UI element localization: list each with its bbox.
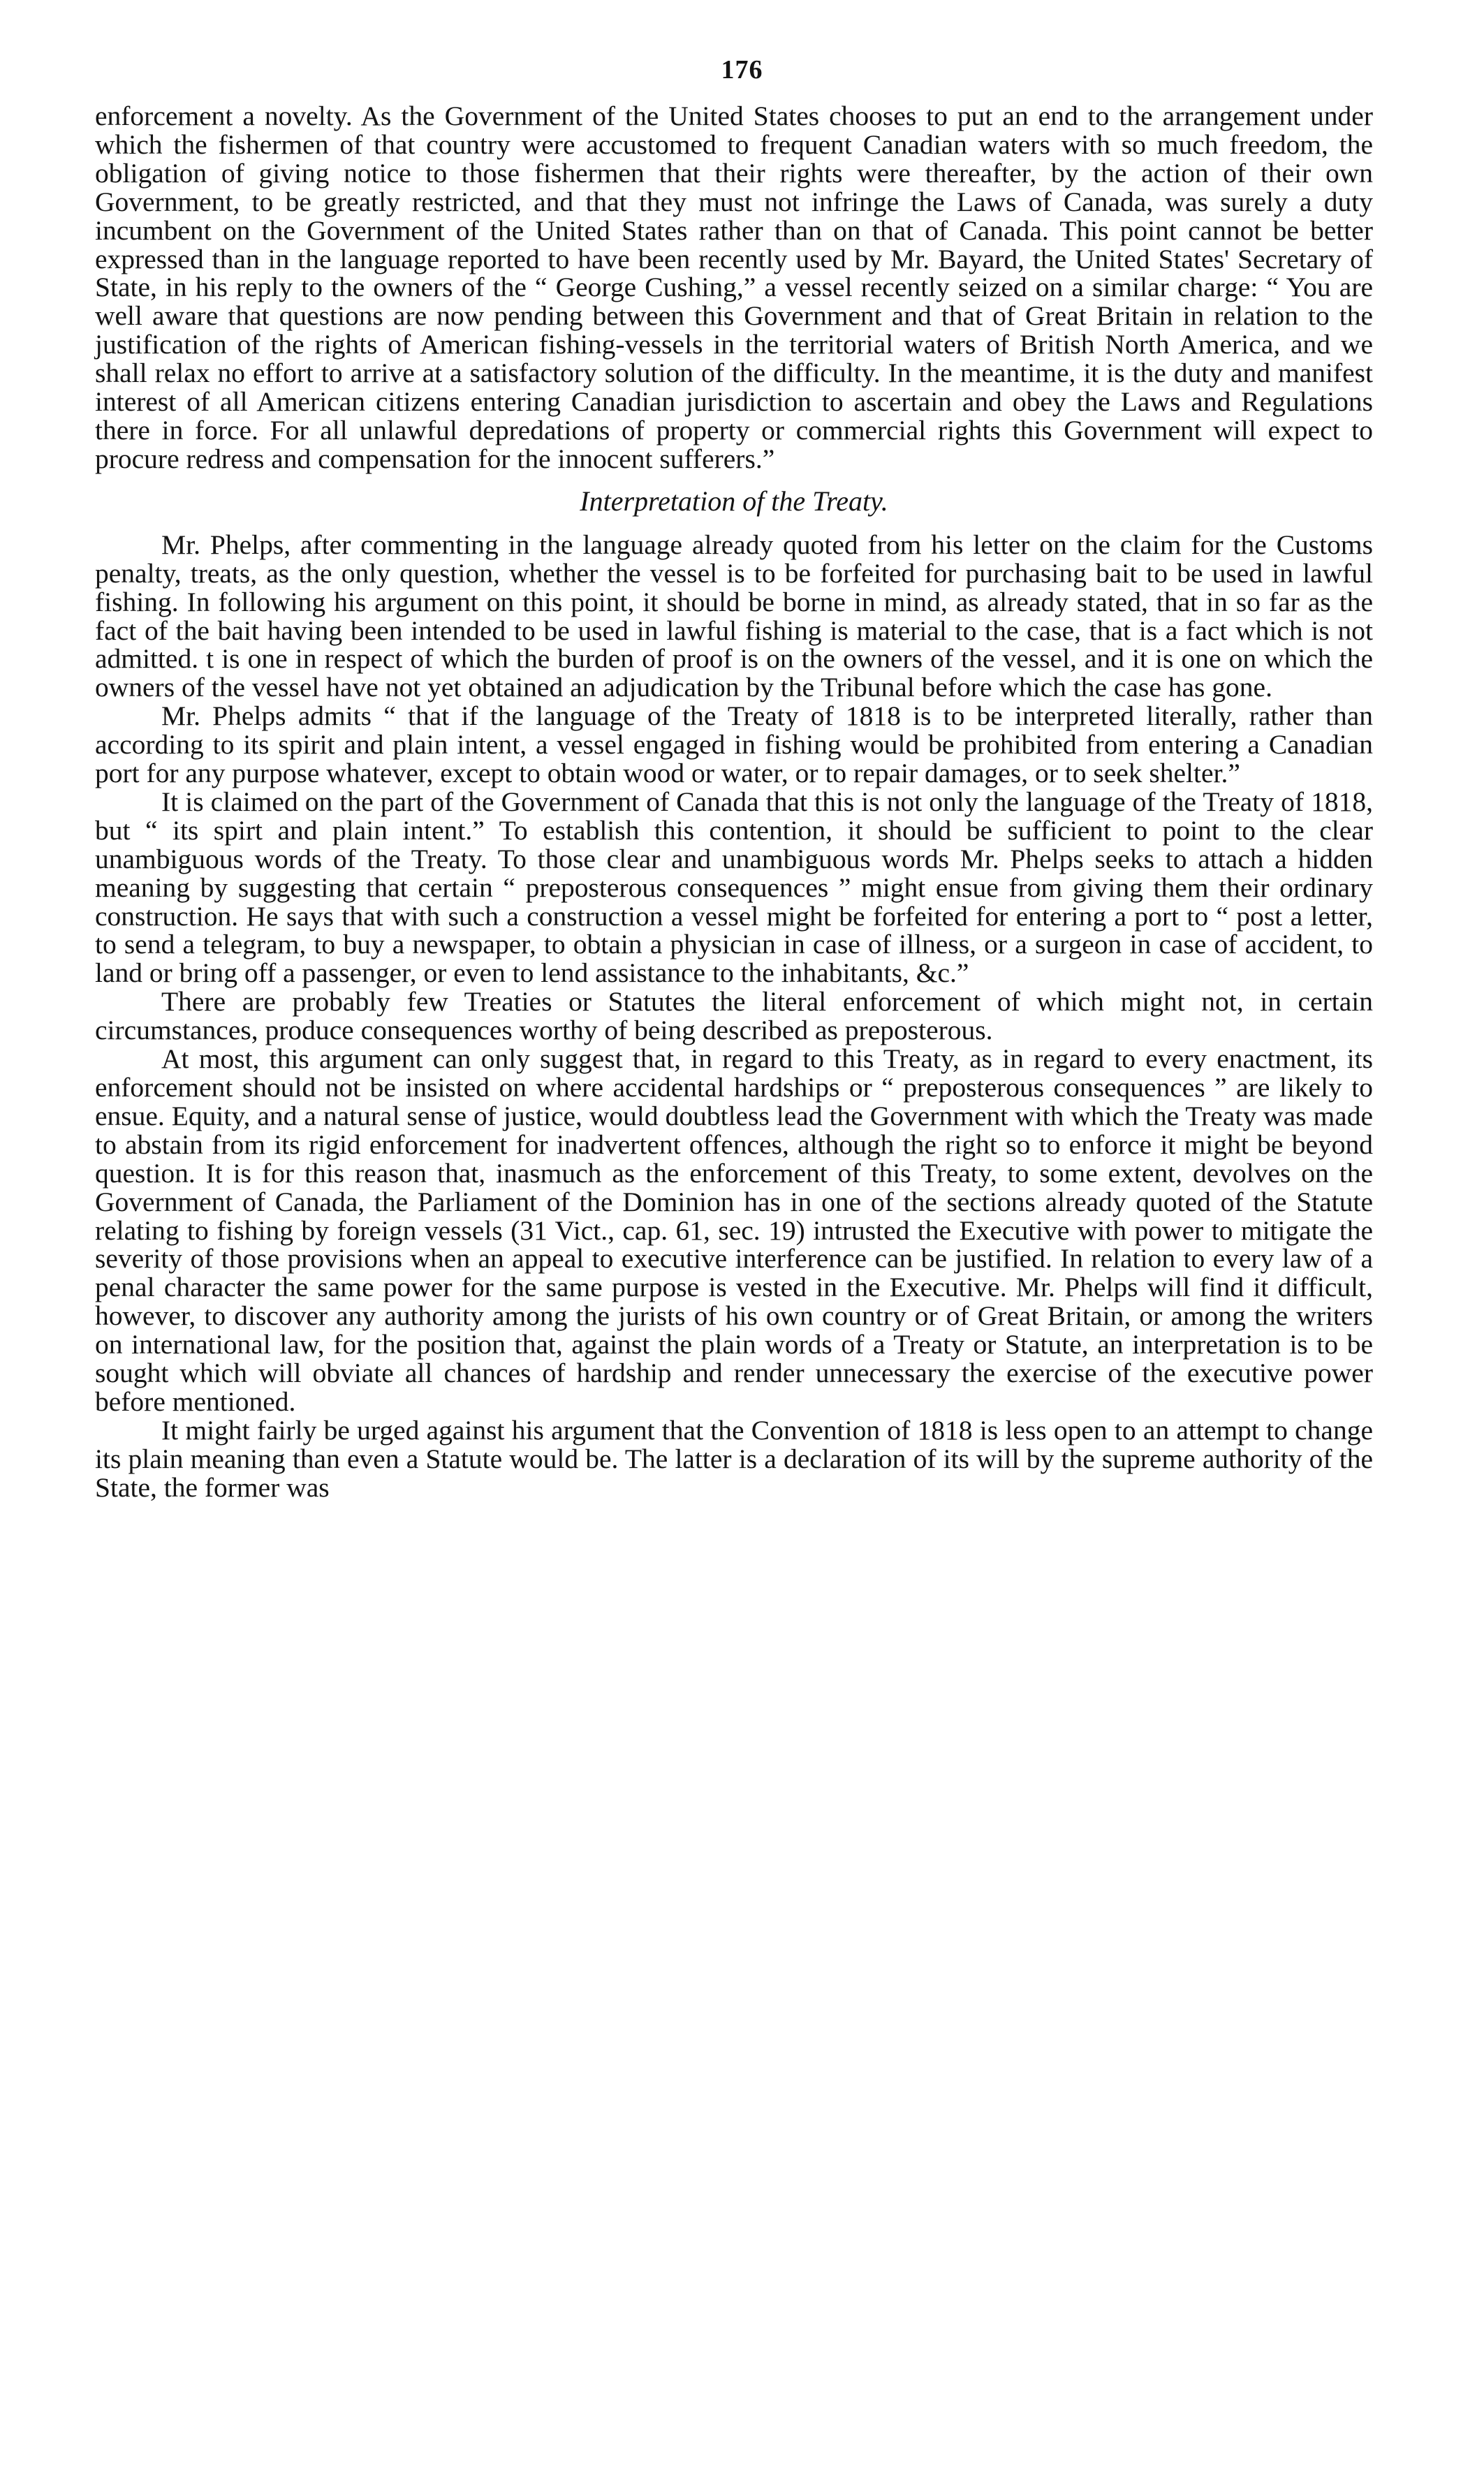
paragraph: Mr. Phelps admits “ that if the language of the Treaty of 1818 is to be interpreted literally, rather than according to its spirit and plain intent, a vessel engaged in fishing would be prohibited from entering a Canadian port for any purpose whatever, except to obtain wood or water, or to repair damages, or to seek shelter.” bbox=[95, 700, 1373, 789]
paragraph-continuation: enforcement a novelty. As the Government of the United States chooses to put an end to the arrangement under which the fishermen of that country were accustomed to frequent Canadian waters with so much freedom, the obligation of giving notice to those fishermen that their rights were thereafter, by the action of their own Government, to be greatly restricted, and that they must not infringe the Laws of Canada, was surely a duty incumbent on the Government of the United States rather than on that of Canada. This point cannot be better expressed than in the language reported to have been recently used by Mr. Bayard, the United States' Secretary of State, in his reply to the owners of the “ George Cushing,” a vessel recently seized on a similar charge: “ You are well aware that questions are now pending between this Government and that of Great Britain in relation to the justification of the rights of American fishing-vessels in the territorial waters of British North America, and we shall relax no effort to arrive at a satisfactory solution of the difficulty. In the meantime, it is the duty and manifest interest of all American citizens entering Canadian jurisdiction to ascertain and obey the Laws and Regulations there in force. For all unlawful depredations of property or commercial rights this Government will expect to procure redress and compensation for the innocent sufferers.” bbox=[95, 101, 1373, 474]
paragraph: At most, this argument can only suggest that, in regard to this Treaty, as in regard to every enactment, its enforcement should not be insisted on where accidental hardships or “ preposterous consequences ” are likely to ensue. Equity, and a natural sense of justice, would doubtless lead the Government with which the Treaty was made to abstain from its rigid enforcement for inadvertent offences, although the right so to enforce it might be beyond question. It is for this reason that, inasmuch as the enforcement of this Treaty, to some extent, devolves on the Government of Canada, the Parliament of the Dominion has in one of the sections already quoted of the Statute relating to fishing by foreign vessels (31 Vict., cap. 61, sec. 19) intrusted the Executive with power to mitigate the severity of those provisions when an appeal to executive interference can be justified. In relation to every law of a penal character the same power for the same purpose is vested in the Executive. Mr. Phelps will find it difficult, however, to discover any authority among the jurists of his own country or of Great Britain, or among the writers on international law, for the position that, against the plain words of a Treaty or Statute, an interpretation is to be sought which will obviate all chances of hardship and render unnecessary the exercise of the executive power before mentioned. bbox=[95, 1043, 1373, 1417]
body-text bbox=[95, 102, 1373, 1502]
page-number: 176 bbox=[721, 55, 763, 84]
section-heading: Interpretation of the Treaty. bbox=[580, 485, 888, 517]
paragraph: There are probably few Treaties or Statutes the literal enforcement of which might not, in certain circumstances, produce consequences worthy of being described as preposterous. bbox=[95, 986, 1373, 1046]
paragraph: Mr. Phelps, after commenting in the language already quoted from his letter on the claim for the Customs penalty, treats, as the only question, whether the vessel is to be forfeited for purchasing bait to be used in lawful fishing. In following his argument on this point, it should be borne in mind, as already stated, that in so far as the fact of the bait having been intended to be used in lawful fishing is material to the case, that is a fact which is not admitted. t is one in respect of which the burden of proof is on the owners of the vessel, and it is one on which the owners of the vessel have not yet obtained an adjudication by the Tribunal before which the case has gone. bbox=[95, 529, 1373, 703]
paragraph: It is claimed on the part of the Government of Canada that this is not only the language of the Treaty of 1818, but “ its spirt and plain intent.” To establish this contention, it should be sufficient to point to the clear unambiguous words of the Treaty. To those clear and unambiguous words Mr. Phelps seeks to attach a hidden meaning by suggesting that certain “ preposterous consequences ” might ensue from giving them their ordinary construction. He says that with such a construction a vessel might be forfeited for entering a port to “ post a letter, to send a telegram, to buy a newspaper, to obtain a physician in case of illness, or a surgeon in case of accident, to land or bring off a passenger, or even to lend assistance to the inhabitants, &c.” bbox=[95, 786, 1373, 989]
paragraph: It might fairly be urged against his argument that the Convention of 1818 is less open to an attempt to change its plain meaning than even a Statute would be. The latter is a declaration of its will by the supreme authority of the State, the former was bbox=[95, 1414, 1373, 1503]
